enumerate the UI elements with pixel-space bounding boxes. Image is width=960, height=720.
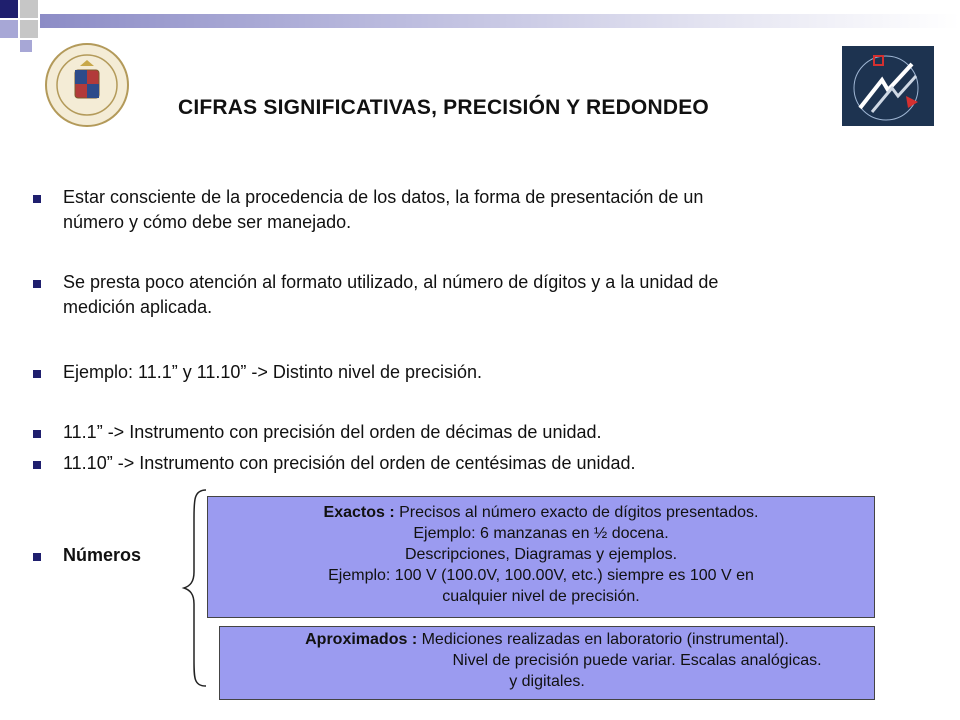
decor-square-gray [20,0,38,18]
bullet-text: 11.1” -> Instrumento con precisión del orden de décimas de unidad. [63,422,602,442]
electrical-engineering-logo [842,46,934,126]
approximate-numbers-box: Aproximados : Mediciones realizadas en laboratorio (instrumental). Nivel de precisión puede variar. Escalas analógicas. y digitales. [219,626,875,700]
decor-square-lavender [20,40,32,52]
university-seal-logo [44,42,130,128]
slide-title: CIFRAS SIGNIFICATIVAS, PRECISIÓN Y REDONDEO [178,96,709,119]
bullet-marker [33,370,41,378]
decor-square-gray [20,20,38,38]
numeros-label: Números [63,545,142,565]
bullet-marker [33,430,41,438]
approx-heading: Aproximados : [305,631,418,648]
exact-heading: Exactos : [323,504,395,521]
curly-brace [180,488,210,688]
bullet-marker [33,195,41,203]
bullet-text: 11.10” -> Instrumento con precisión del orden de centésimas de unidad. [63,453,636,473]
bullet-text: Se presta poco atención al formato utilizado, al número de dígitos y a la unidad de medición aplicada. [63,272,719,317]
decor-square-navy [0,0,18,18]
bullet-text: Ejemplo: 11.1” y 11.10” -> Distinto nivel de precisión. [63,362,483,382]
header-gradient-bar [40,14,960,28]
bullet-marker [33,553,41,561]
decor-square-lavender [0,20,18,38]
bullet-marker [33,280,41,288]
bullet-marker [33,461,41,469]
bullet-text: Estar consciente de la procedencia de los datos, la forma de presentación de un número y cómo debe ser manejado. [63,187,704,232]
exact-numbers-box: Exactos : Precisos al número exacto de dígitos presentados. Ejemplo: 6 manzanas en ½ docena. Descripciones, Diagramas y ejemplos. Ejemplo: 100 V (100.0V, 100.00V, etc.) siempre es 100 V en cualquier nivel de precisión. [207,496,875,618]
